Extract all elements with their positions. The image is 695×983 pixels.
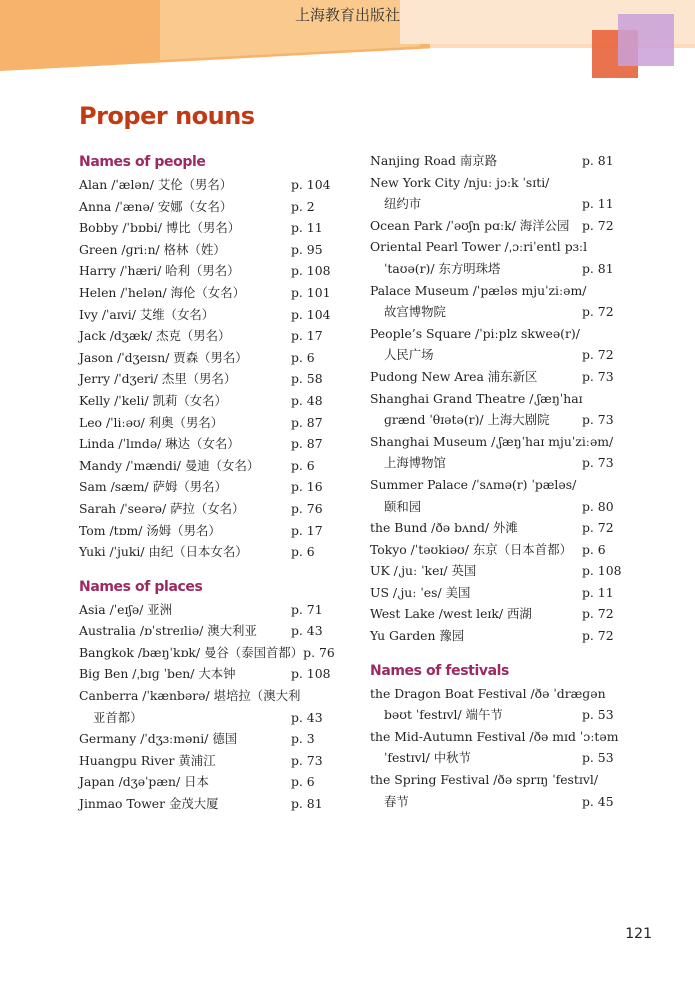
entry-text: Germany /ˈdʒɜːməni/ 德国 [79,731,238,747]
entry-text-continued: bəʊt ˈfestɪvl/ 端午节 [384,707,503,723]
entry-text-continued: 颐和园 [384,498,422,514]
entry-page: p. 11 [582,584,614,600]
entry-text: Asia /ˈeɪʃə/ 亚洲 [79,601,173,617]
entry-line [79,390,341,412]
entry-text-continued: 人民广场 [384,347,434,363]
entry-text: Huangpu River 黄浦江 [79,752,216,768]
entry-line [79,498,341,520]
entry-text: Leo /ˈliːəʊ/ 利奥（男名） [79,414,224,430]
entry-line [79,368,341,390]
entry-line-continued [370,496,620,518]
entry-line-continued [370,301,620,323]
entry-text: Jason /ˈdʒeɪsn/ 贾森（男名） [79,349,248,365]
entry-line-continued [79,707,341,729]
entry-text: Summer Palace /ˈsʌmə(r) ˈpæləs/ [370,476,577,492]
entry-page: p. 72 [582,520,614,536]
entry-page: p. 6 [291,457,315,473]
entry-page: p. 45 [582,793,614,809]
entry-page: p. 104 [291,177,331,192]
entry-line [79,771,341,793]
entry-text: Japan /dʒəˈpæn/ 日本 [79,774,209,790]
entry-line [370,236,620,258]
entry-line [370,625,620,647]
entry-line [79,260,341,282]
entry-line [79,642,341,664]
entry-page: p. 2 [291,198,315,214]
entry-text: Bobby /ˈbɒbi/ 博比（男名） [79,220,241,236]
entry-text-continued: ɡrænd ˈθɪətə(r)/ 上海大剧院 [384,412,550,428]
entry-line [79,433,341,455]
entry-line [370,150,620,172]
entry-text: the Mid-Autumn Festival /ðə mɪd ˈɔːtəm [370,728,619,744]
entry-text: Sam /sæm/ 萨姆（男名） [79,479,227,495]
entry-line [79,282,341,304]
entry-line [370,366,620,388]
entry-page: p. 73 [582,455,614,471]
entry-text: Sarah /ˈseərə/ 萨拉（女名） [79,500,245,516]
entry-text: the Bund /ðə bʌnd/ 外滩 [370,520,518,536]
entry-line-continued [370,344,620,366]
entry-line [370,539,620,561]
entry-text: Canberra /ˈkænbərə/ 堪培拉（澳大利 [79,688,301,704]
entry-line [370,603,620,625]
entry-text: Big Ben /ˌbɪɡ ˈben/ 大本钟 [79,666,236,682]
entry-page: p. 76 [303,644,335,660]
entry-page: p. 72 [582,606,614,622]
entry-page: p. 6 [291,349,315,365]
entry-line-continued [370,193,620,215]
people-list [79,174,341,563]
entry-text: Yuki /ˈjuki/ 由纪（日本女名） [79,544,248,560]
entry-line [79,620,341,642]
entry-text: Palace Museum /ˈpæləs mjuˈziːəm/ [370,282,587,298]
entry-line [370,560,620,582]
entry-page: p. 73 [582,412,614,428]
page-number: 121 [625,926,652,942]
entry-line [79,663,341,685]
entry-text: Kelly /ˈkeli/ 凯莉（女名） [79,392,227,408]
entry-text-continued: 故宫博物院 [384,304,446,320]
entry-text: Nanjing Road 南京路 [370,153,498,168]
entry-text-continued: 上海博物馆 [384,455,446,471]
entry-text: Harry /ˈhæri/ 哈利（男名） [79,263,240,279]
festivals-list [370,683,620,813]
entry-page: p. 108 [291,666,331,682]
entry-page: p. 53 [582,750,614,766]
entry-line-continued [370,258,620,280]
entry-line [79,793,341,815]
entry-text: Shanghai Museum /ˌʃæŋˈhaɪ mjuˈziːəm/ [370,433,614,449]
entry-line [79,728,341,750]
entry-line [79,476,341,498]
entry-text: Oriental Pearl Tower /ˌɔːriˈentl pɜːl [370,239,588,255]
entry-line [79,455,341,477]
entry-line [79,599,341,621]
entry-line [370,215,620,237]
entry-page: p. 17 [291,522,323,538]
entry-text-continued: 纽约市 [384,196,422,212]
section-heading-places: Names of places [79,578,203,595]
entry-line [370,726,620,748]
entry-line [79,750,341,772]
entry-text: Bangkok /bæŋˈkɒk/ 曼谷（泰国首都） [79,644,304,660]
entry-text: Australia /ɒˈstreɪliə/ 澳大利亚 [79,623,257,639]
entry-line [370,323,620,345]
entry-page: p. 101 [291,284,331,300]
entry-text: Ivy /ˈaɪvi/ 艾维（女名） [79,306,215,322]
entry-page: p. 3 [291,731,315,747]
entry-line [79,196,341,218]
entry-page: p. 43 [291,623,323,639]
section-heading-people: Names of people [79,154,206,170]
entry-text: Helen /ˈhelən/ 海伦（女名） [79,284,245,300]
entry-line [79,520,341,542]
entry-page: p. 95 [291,241,323,257]
entry-page: p. 72 [582,217,614,233]
left-column [79,150,341,815]
entry-text: Mandy /ˈmændi/ 曼迪（女名） [79,457,260,473]
entry-page: p. 6 [582,541,606,557]
entry-text: Jack /dʒæk/ 杰克（男名） [79,328,231,344]
entry-page: p. 43 [291,709,323,725]
entry-line [79,239,341,261]
entry-line [370,280,620,302]
entry-line [370,172,620,194]
entry-page: p. 81 [291,796,323,812]
entry-page: p. 81 [582,153,614,168]
entry-line [79,685,341,707]
entry-line [370,474,620,496]
right-column [370,150,620,812]
entry-text: UK /ˌjuː ˈkeɪ/ 英国 [370,563,477,579]
entry-text-continued: 亚首都） [93,709,143,725]
entry-page: p. 76 [291,500,323,516]
entry-text: Anna /ˈænə/ 安娜（女名） [79,198,233,214]
entry-text-continued: ˈfestɪvl/ 中秋节 [384,750,471,766]
places-list [79,599,341,815]
entry-page: p. 6 [291,774,315,790]
entry-page: p. 87 [291,414,323,430]
entry-line [370,388,620,410]
entry-line [370,769,620,791]
entry-line [370,683,620,705]
entry-line [79,541,341,563]
entry-line-continued [370,791,620,813]
entry-text: Alan /ˈælən/ 艾伦（男名） [79,177,233,192]
entry-page: p. 87 [291,436,323,452]
entry-text: Pudong New Area 浦东新区 [370,368,538,384]
page-title: Proper nouns [79,102,255,130]
entry-page: p. 6 [291,544,315,560]
entry-text: West Lake /west leɪk/ 西湖 [370,606,532,622]
entry-text: the Spring Festival /ðə sprɪŋ ˈfestɪvl/ [370,772,598,788]
entry-line [79,347,341,369]
entry-line [370,431,620,453]
entry-line-continued [370,409,620,431]
publisher-name: 上海教育出版社 [294,6,400,24]
entry-text: People’s Square /ˈpiːplz skweə(r)/ [370,325,580,341]
entry-text: Jerry /ˈdʒeri/ 杰里（男名） [79,371,237,387]
entry-text-continued: ˈtaʊə(r)/ 东方明珠塔 [384,260,501,276]
entry-text-continued: 春节 [384,793,409,809]
entry-line [79,412,341,434]
entry-line [79,304,341,326]
entry-line [79,217,341,239]
entry-line [79,325,341,347]
entry-line [79,174,341,196]
entry-page: p. 11 [582,196,614,212]
entry-page: p. 108 [291,263,331,279]
entry-page: p. 16 [291,479,323,495]
entry-page: p. 17 [291,328,323,344]
places-continued-list [370,150,620,647]
entry-page: p. 72 [582,628,614,644]
entry-page: p. 73 [291,752,323,768]
entry-text: Tom /tɒm/ 汤姆（男名） [79,522,221,538]
entry-page: p. 104 [291,306,331,322]
entry-text: Shanghai Grand Theatre /ˌʃæŋˈhaɪ [370,390,583,406]
entry-line [370,582,620,604]
entry-line [370,517,620,539]
entry-page: p. 11 [291,220,323,236]
entry-page: p. 81 [582,260,614,276]
entry-page: p. 72 [582,347,614,363]
entry-line-continued [370,452,620,474]
section-heading-festivals: Names of festivals [370,662,509,679]
entry-page: p. 73 [582,368,614,384]
entry-page: p. 108 [582,563,622,579]
entry-text: Green /ɡriːn/ 格林（姓） [79,241,226,257]
entry-text: the Dragon Boat Festival /ðə ˈdræɡən [370,685,606,701]
entry-text: New York City /njuː jɔːk ˈsɪti/ [370,174,550,190]
entry-text: Tokyo /ˈtəʊkiəʊ/ 东京（日本首都） [370,541,572,557]
entry-line-continued [370,704,620,726]
entry-page: p. 48 [291,392,323,408]
entry-page: p. 80 [582,498,614,514]
entry-page: p. 71 [291,601,323,617]
entry-page: p. 53 [582,707,614,723]
entry-line-continued [370,747,620,769]
entry-text: US /ˌjuː ˈes/ 美国 [370,584,471,600]
entry-text: Linda /ˈlɪndə/ 琳达（女名） [79,436,240,452]
entry-text: Ocean Park /ˈəʊʃn pɑːk/ 海洋公园 [370,217,570,233]
entry-page: p. 58 [291,371,323,387]
entry-text: Yu Garden 豫园 [370,628,465,644]
entry-page: p. 72 [582,304,614,320]
entry-text: Jinmao Tower 金茂大厦 [79,796,219,812]
